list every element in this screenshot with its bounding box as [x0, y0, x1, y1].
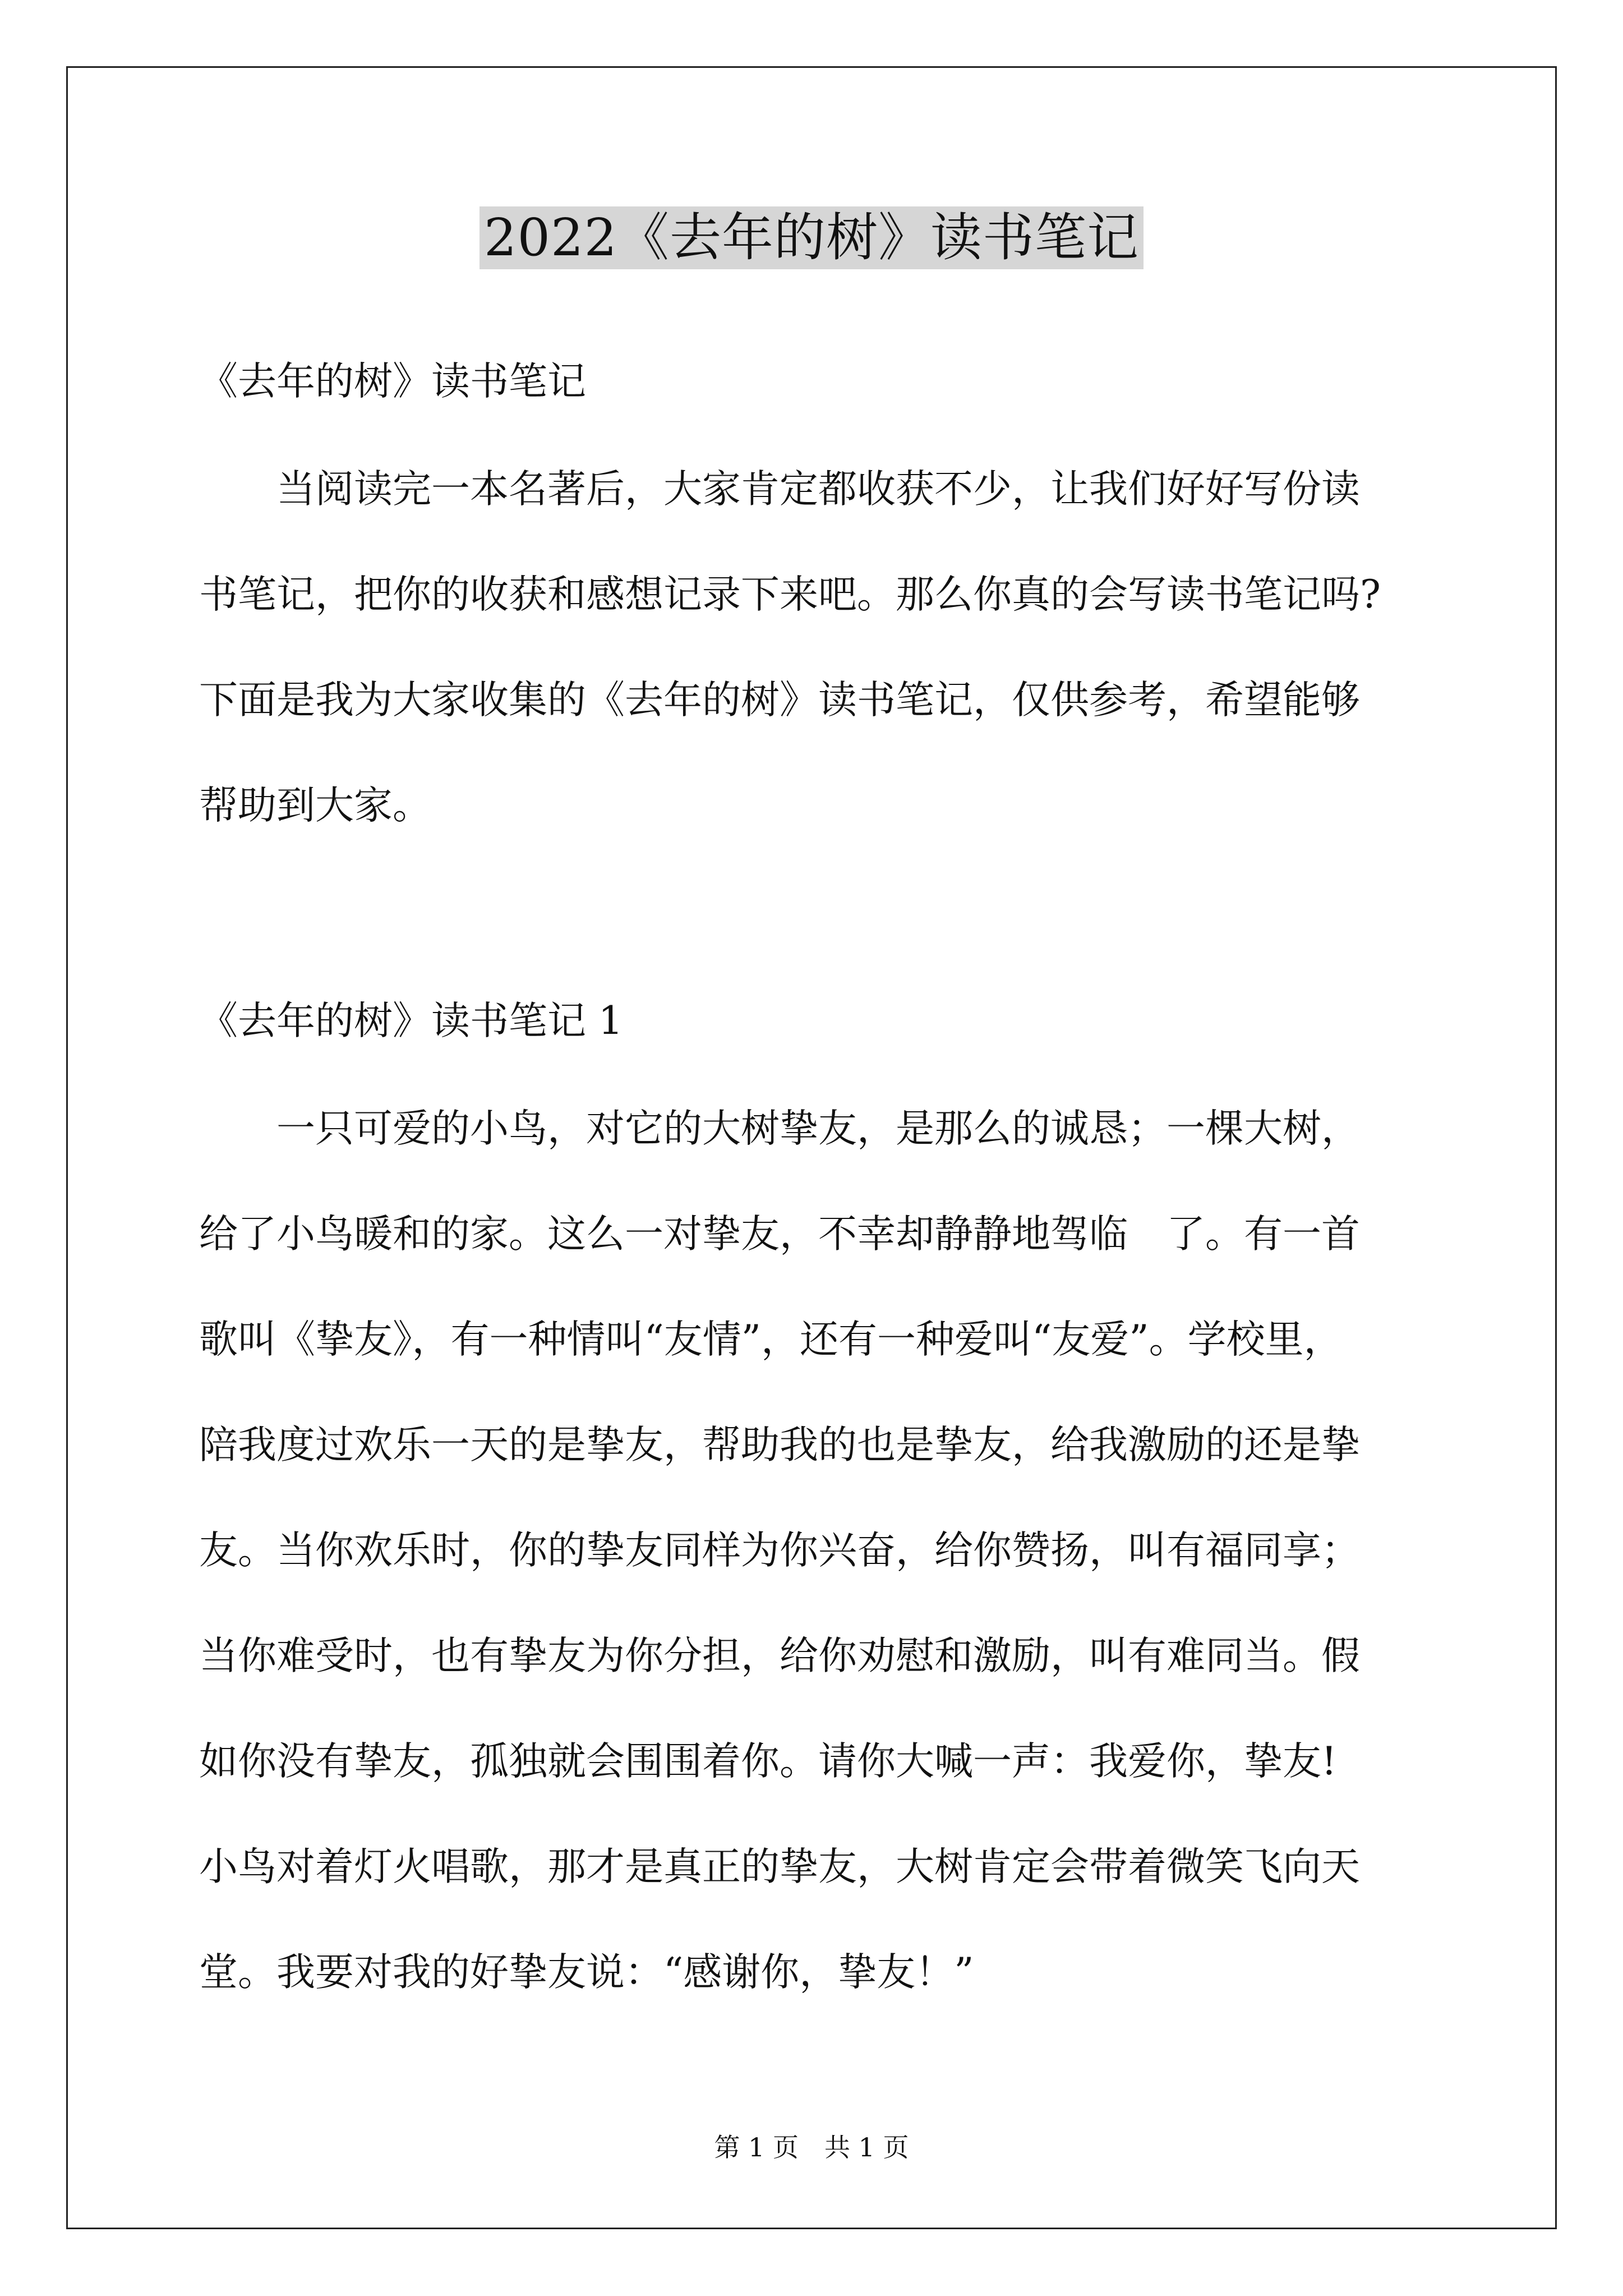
section1-heading: 《去年的树》读书笔记 1: [199, 999, 623, 1043]
document-title-block: [0, 206, 1623, 269]
section1-line-7: 如你没有挚友，孤独就会围围着你。请你大喊一声：我爱你，挚友!: [199, 1739, 1337, 1784]
document-title: 2022《去年的树》读书笔记: [479, 206, 1144, 269]
section1-line-2: 给了小鸟暖和的家。这么一对挚友，不幸却静静地驾临 了。有一首: [199, 1212, 1360, 1257]
intro-line-2: 书笔记，把你的收获和感想记录下来吧。那么你真的会写读书笔记吗?: [199, 572, 1381, 617]
intro-heading: 《去年的树》读书笔记: [199, 359, 586, 404]
intro-line-3: 下面是我为大家收集的《去年的树》读书笔记，仅供参考，希望能够: [199, 678, 1360, 723]
section1-line-1: 一只可爱的小鸟，对它的大树挚友，是那么的诚恳；一棵大树，: [199, 1106, 1360, 1151]
section1-line-4: 陪我度过欢乐一天的是挚友，帮助我的也是挚友，给我激励的还是挚: [199, 1423, 1360, 1467]
section1-line-6: 当你难受时，也有挚友为你分担，给你劝慰和激励，叫有难同当。假: [199, 1634, 1360, 1678]
section1-line-3: 歌叫《挚友》，有一种情叫“友情”，还有一种爱叫“友爱”。学校里，: [199, 1317, 1343, 1362]
intro-line-4: 帮助到大家。: [199, 783, 431, 828]
section1-line-9: 堂。我要对我的好挚友说：“感谢你，挚友！”: [199, 1950, 974, 1995]
section1-line-8: 小鸟对着灯火唱歌，那才是真正的挚友，大树肯定会带着微笑飞向天: [199, 1844, 1360, 1889]
section1-line-5: 友。当你欢乐时，你的挚友同样为你兴奋，给你赞扬，叫有福同享；: [199, 1528, 1360, 1573]
intro-line-1: 当阅读完一本名著后，大家肯定都收获不少，让我们好好写份读: [199, 467, 1360, 512]
page-footer: 第 1 页 共 1 页: [714, 2132, 909, 2162]
